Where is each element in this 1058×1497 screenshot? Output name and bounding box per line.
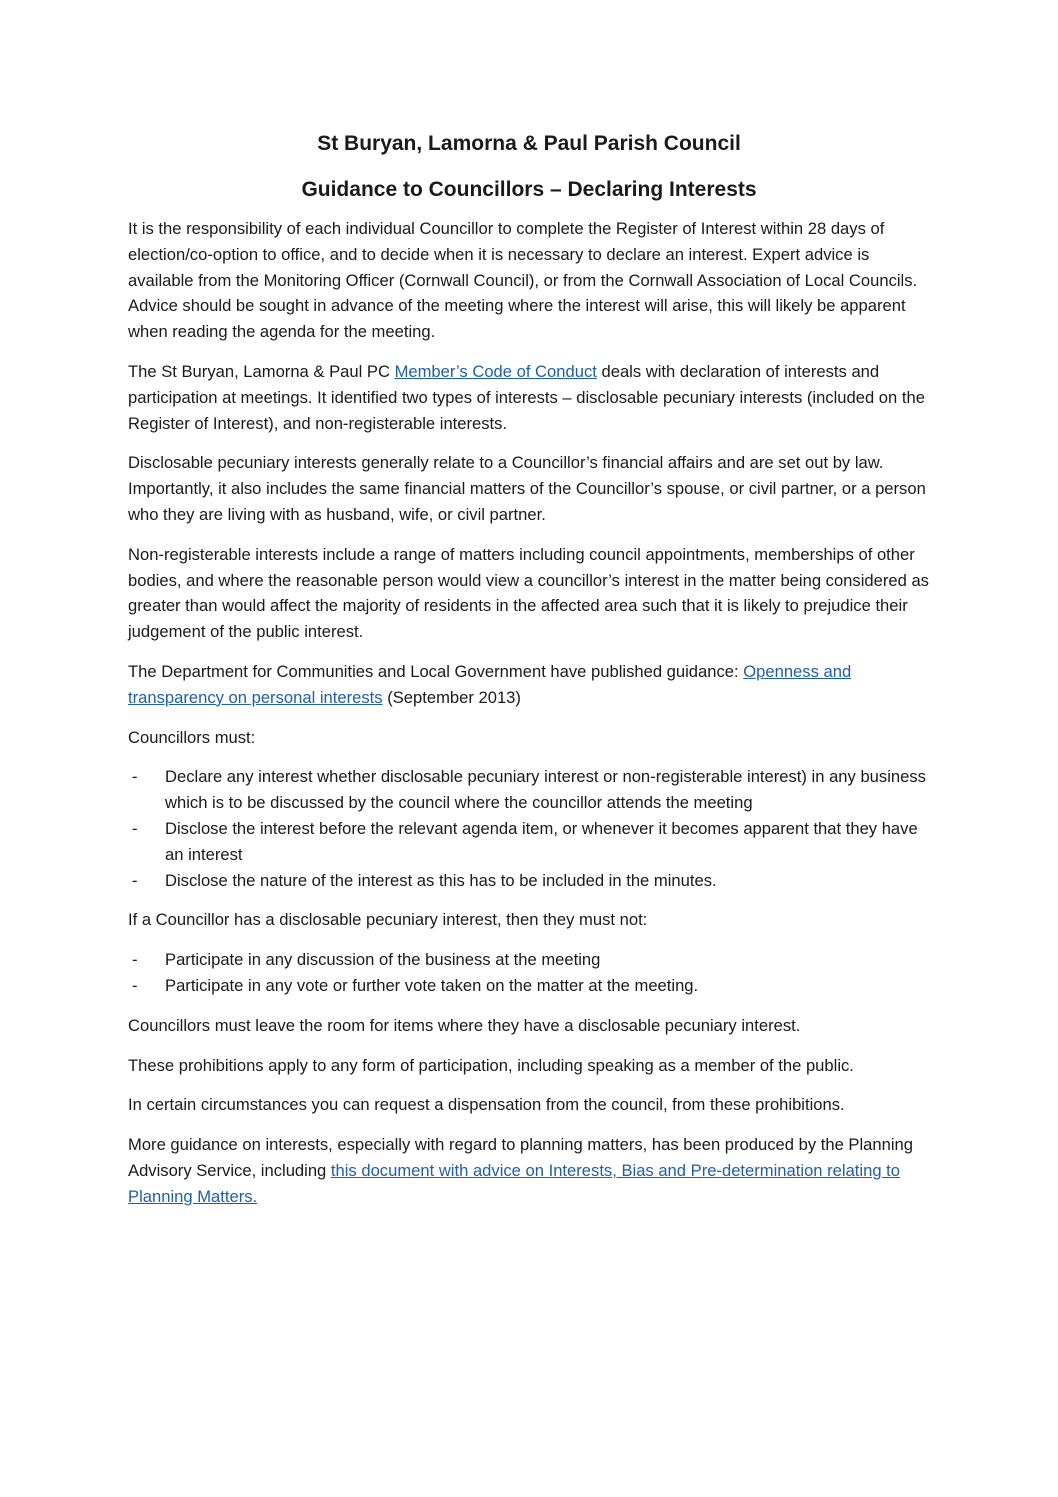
list-dash: - bbox=[132, 870, 138, 890]
openness-transparency-link[interactable]: Openness and transparency on personal interests bbox=[128, 661, 852, 707]
list-item-text: Declare any interest whether disclosable pecuniary interest or non-registerable interest) in any business which is to be discussed by the council where the councillor attends the meeting bbox=[165, 767, 926, 813]
paragraph-planning-guidance bbox=[128, 1132, 930, 1209]
paragraph-non-registerable-interests: Non-registerable interests include a range of matters including council appointments, memberships of other bodies, and where the reasonable person would view a councillor’s interest in the matter being considered as greater than would affect the majority of residents in the affected area such that it is likely to prejudice their judgement of the public interest. bbox=[128, 544, 929, 642]
list-item bbox=[128, 947, 930, 973]
planning-advice-link[interactable]: this document with advice on Interests, Bias and Pre-determination relating to Planning Matters. bbox=[128, 1160, 901, 1206]
list-item-text: Participate in any discussion of the business at the meeting bbox=[165, 950, 601, 970]
paragraph-text: More guidance on interests, especially with regard to planning matters, has been produced by the Planning Advisory Service, including bbox=[128, 1135, 913, 1180]
paragraph-responsibility: It is the responsibility of each individual Councillor to complete the Register of Interest within 28 days of election/co-option to office, and to decide when it is necessary to declare an interest. Expert advice is available from the Monitoring Officer (Cornwall Council), or from the Cornwall Association of Local Councils. Advice should be sought in advance of the meeting where the interest will arise, this will likely be apparent when reading the agenda for the meeting. bbox=[128, 219, 918, 342]
paragraph-disclosable-interests: Disclosable pecuniary interests generally relate to a Councillor’s financial affairs and are set out by law. Importantly, it also includes the same financial matters of the Councillor’s spouse, or civil partner, or a person who they are living with as husband, wife, or civil partner. bbox=[128, 453, 926, 524]
paragraph-must-not: If a Councillor has a disclosable pecuniary interest, then they must not: bbox=[128, 910, 648, 930]
paragraph-text: The St Buryan, Lamorna & Paul PC bbox=[128, 361, 395, 381]
list-dash: - bbox=[132, 975, 138, 995]
list-item-text: Disclose the nature of the interest as this has to be included in the minutes. bbox=[165, 870, 717, 890]
page-title: St Buryan, Lamorna & Paul Parish Council bbox=[317, 132, 741, 155]
councillors-must-list bbox=[128, 764, 930, 893]
document-page bbox=[128, 128, 930, 1224]
paragraph-text: deals with declaration of interests and participation at meetings. It identified two types of interests – disclosable pecuniary interests (included on the Register of Interest), and non-registerable interests. bbox=[128, 361, 925, 433]
list-dash: - bbox=[132, 767, 138, 787]
code-of-conduct-link[interactable]: Member’s Code of Conduct bbox=[394, 361, 597, 381]
paragraph-leave-room: Councillors must leave the room for items where they have a disclosable pecuniary interest. bbox=[128, 1015, 801, 1035]
list-item bbox=[128, 868, 930, 894]
page-subtitle: Guidance to Councillors – Declaring Interests bbox=[301, 178, 757, 201]
list-item-text: Participate in any vote or further vote taken on the matter at the meeting. bbox=[165, 975, 699, 995]
paragraph-text: (September 2013) bbox=[382, 687, 521, 707]
list-item-text: Disclose the interest before the relevant agenda item, or whenever it becomes apparent that they have an interest bbox=[165, 818, 918, 864]
paragraph-dclg-guidance bbox=[128, 659, 930, 711]
paragraph-dispensation: In certain circumstances you can request a dispensation from the council, from these prohibitions. bbox=[128, 1095, 845, 1115]
paragraph-code-of-conduct bbox=[128, 359, 930, 436]
list-item bbox=[128, 973, 930, 999]
paragraph-councillors-must: Councillors must: bbox=[128, 727, 256, 747]
paragraph-text: The Department for Communities and Local Government have published guidance: bbox=[128, 661, 744, 681]
list-item bbox=[128, 816, 930, 868]
paragraph-prohibitions: These prohibitions apply to any form of participation, including speaking as a member of the public. bbox=[128, 1055, 854, 1075]
councillors-must-not-list bbox=[128, 947, 930, 999]
list-dash: - bbox=[132, 950, 138, 970]
list-item bbox=[128, 764, 930, 816]
list-dash: - bbox=[132, 818, 138, 838]
